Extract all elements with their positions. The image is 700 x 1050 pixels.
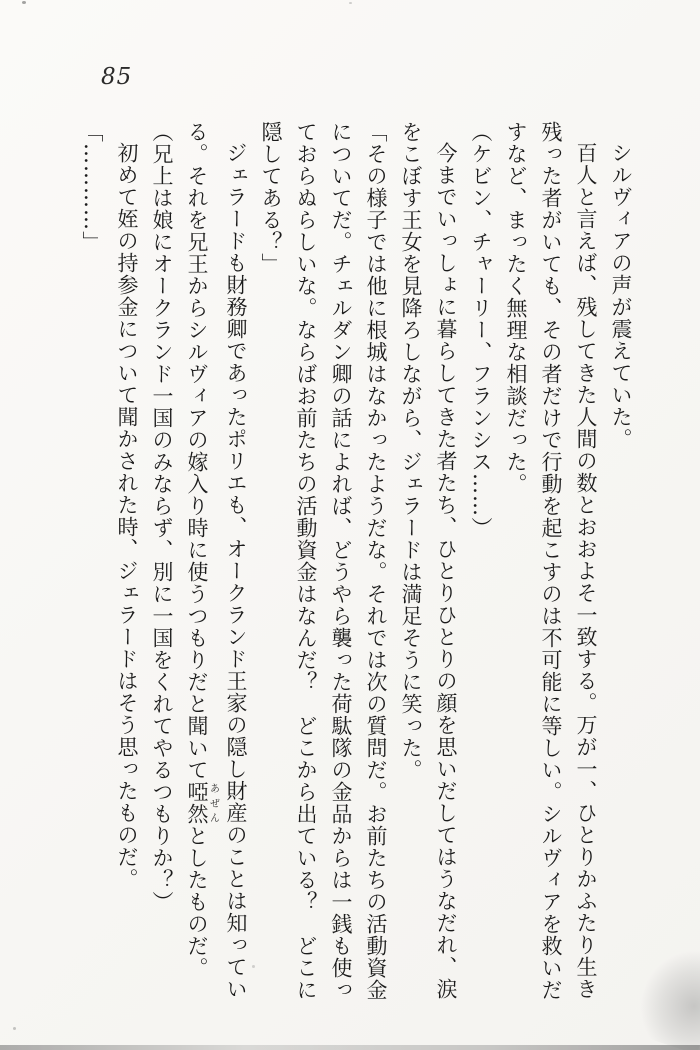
text-line: 今までいっしょに暮らしてきた者たち、ひとりひとりの顔を思いだしてはうなだれ、涙 bbox=[434, 142, 458, 1000]
paragraph bbox=[603, 121, 638, 1021]
text-line: 「…………」 bbox=[80, 121, 104, 253]
text-line: 「その様子では他に根城はなかったようだな。それでは次の質問だ。お前たちの活動資金 bbox=[364, 121, 388, 1001]
page-edge-shadow bbox=[0, 1045, 700, 1050]
paragraph bbox=[144, 121, 179, 1021]
paragraph bbox=[253, 121, 393, 1021]
text-line: シルヴィアの声が震えていた。 bbox=[609, 142, 633, 450]
text-line: についてだ。チェルダン卿の話によれば、どうやら襲った荷駄隊の金品からは一銭も使っ bbox=[329, 121, 353, 1001]
page-number: 85 bbox=[101, 64, 133, 90]
text-line: （ケビン、チャーリー、フランシス……） bbox=[469, 121, 493, 539]
text-line: ておらぬらしいな。ならばお前たちの活動資金はなんだ？ どこから出ている？ どこに bbox=[294, 121, 318, 1001]
paragraph bbox=[74, 121, 109, 1021]
text-line: 百人と言えば、残してきた人間の数とおおよそ一致する。万が一、ひとりかふたり生き bbox=[574, 142, 598, 1000]
text-line: （兄上は娘にオークランド一国のみならず、別に一国をくれてやるつもりか？） bbox=[150, 121, 174, 913]
paragraph bbox=[393, 121, 463, 1021]
text-block bbox=[74, 121, 638, 1021]
furigana-base: 啞然あぜん bbox=[185, 781, 219, 825]
paragraph bbox=[179, 121, 253, 1021]
text-line: をこぼす王女を見降ろしながら、ジェラードは満足そうに笑った。 bbox=[399, 121, 423, 781]
furigana: あぜん bbox=[207, 781, 219, 825]
text-line: 隠してある？」 bbox=[259, 121, 283, 275]
scan-speck bbox=[22, 1, 26, 4]
text-line: すなど、まったく無理な相談だった。 bbox=[504, 121, 528, 495]
paragraph bbox=[109, 121, 144, 1021]
text-line: 初めて姪の持参金について聞かされた時、ジェラードはそう思ったものだ。 bbox=[115, 142, 139, 890]
scan-smudge bbox=[630, 938, 700, 1050]
text-line: 残った者がいても、その者だけで行動を起こすのは不可能に等しい。シルヴィアを救いだ bbox=[539, 121, 563, 1001]
text-line: る。それを兄王からシルヴィアの嫁入り時に使うつもりだと聞いて啞然あぜんとしたものだ。 bbox=[185, 121, 219, 979]
scan-speck bbox=[349, 2, 352, 4]
paragraph bbox=[498, 121, 603, 1021]
scan-speck bbox=[13, 1027, 16, 1030]
scan-speck bbox=[252, 965, 255, 968]
text-line: ジェラードも財務卿であったポリエも、オークランド王家の隠し財産のことは知ってい bbox=[224, 142, 248, 1000]
paragraph bbox=[463, 121, 498, 1021]
